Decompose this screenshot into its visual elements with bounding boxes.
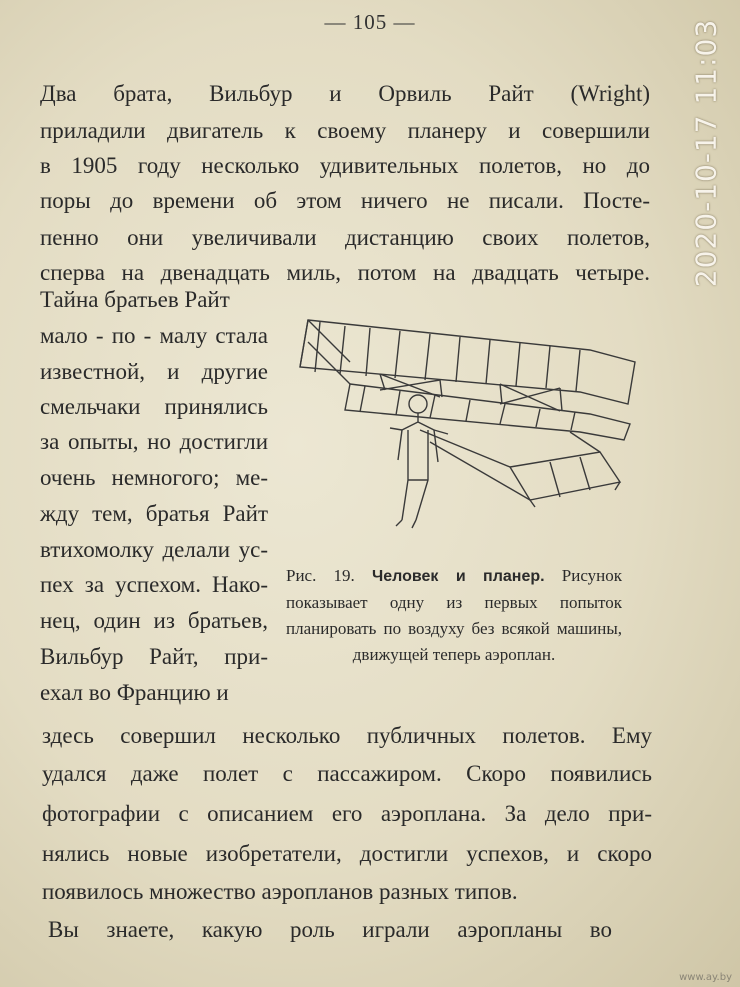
caption-prefix: Рис. 19. [286,566,355,585]
text-line: очень немногого; ме- [40,465,268,490]
text-line: Вильбур Райт, при- [40,644,268,669]
text-line: пенно они увеличивали дистанцию своих полетов, [40,225,650,250]
text-line: известной, и другие [40,359,268,384]
text-line: в 1905 году несколько удивительных полетов, но до [40,153,650,178]
caption-title: Человек и планер. [372,568,545,585]
text-line: нец, один из братьев, [40,608,268,633]
text-line: за опыты, но достигли [40,429,268,454]
text-line: пех за успехом. Нако- [40,572,268,597]
text-line: фотографии с описанием его аэроплана. За дело при- [42,801,652,826]
text-line: втихомолку делали ус- [40,537,268,562]
watermark: www.ay.by [679,972,732,983]
text-line: Вы знаете, какую роль играли аэропланы во [48,917,612,942]
page-number: — 105 — [324,10,416,34]
date-stamp-text: 2020-10-17 11:03 [689,18,723,288]
caption-text: Рисунок показывает одну из первых попыток планировать по воздуху без всякой машины, движущей теперь аэроплан. [286,566,622,664]
text-line: появилось множество аэропланов разных типов. [42,879,518,904]
text-line: жду тем, братья Райт [40,501,268,526]
text-line: удался даже полет с пассажиром. Скоро появились [42,761,652,786]
text-line: нялись новые изобретатели, достигли успехов, и скоро [42,841,652,866]
text-line: поры до времени об этом ничего не писали. Посте- [40,188,650,213]
photo-date-stamp [676,18,736,288]
glider-illustration [290,312,640,537]
text-line: мало - по - малу стала [40,323,268,348]
text-line: здесь совершил несколько публичных полетов. Ему [42,723,652,748]
text-line: ехал во Францию и [40,680,229,705]
figure-caption [286,563,622,668]
text-line: смельчаки принялись [40,394,268,419]
text-line: Тайна братьев Райт [40,287,230,312]
text-line: Два брата, Вильбур и Орвиль Райт (Wright) [40,81,650,106]
text-line: приладили двигатель к своему планеру и совершили [40,118,650,143]
text-line: сперва на двенадцать миль, потом на двадцать четыре. [40,260,650,285]
